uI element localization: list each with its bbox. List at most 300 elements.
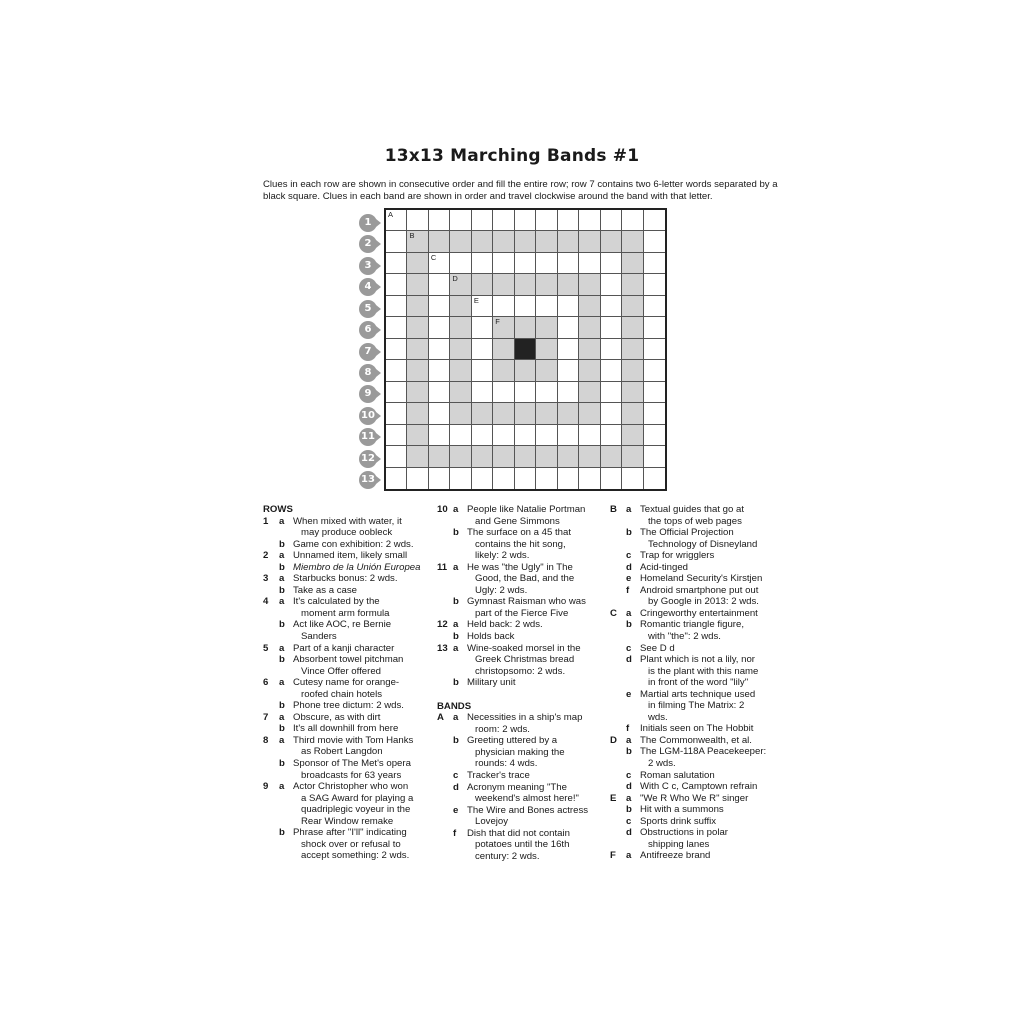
grid-cell[interactable] bbox=[579, 317, 600, 338]
grid-cell[interactable] bbox=[407, 253, 428, 274]
clue-line: Android smartphone put out bbox=[640, 584, 759, 596]
grid-cell[interactable] bbox=[429, 274, 450, 295]
clue-number bbox=[437, 782, 453, 805]
clue-letter: b bbox=[453, 735, 459, 747]
clue-item bbox=[610, 619, 775, 642]
section-heading: ROWS bbox=[263, 504, 293, 515]
grid-cell[interactable] bbox=[429, 210, 450, 231]
grid-cell[interactable] bbox=[579, 360, 600, 381]
grid-cell[interactable] bbox=[622, 425, 643, 446]
clue-item bbox=[263, 550, 423, 562]
clue-item bbox=[263, 654, 423, 677]
grid-cell[interactable] bbox=[450, 339, 471, 360]
grid-cell[interactable] bbox=[622, 382, 643, 403]
grid-cell[interactable] bbox=[407, 360, 428, 381]
grid-cell[interactable] bbox=[601, 231, 622, 252]
grid-cell[interactable] bbox=[450, 468, 471, 489]
grid-cell[interactable] bbox=[450, 253, 471, 274]
clue-letter: a bbox=[453, 712, 459, 724]
grid-cell[interactable] bbox=[601, 382, 622, 403]
clue-letter: b bbox=[279, 723, 285, 735]
grid-cell[interactable] bbox=[622, 317, 643, 338]
clue-item bbox=[610, 504, 775, 527]
grid-cell[interactable] bbox=[493, 360, 514, 381]
grid-cell[interactable] bbox=[386, 360, 407, 381]
clue-item bbox=[610, 781, 775, 793]
clue-letter: a bbox=[279, 711, 285, 723]
grid-cell[interactable] bbox=[579, 425, 600, 446]
clue-number: 7 bbox=[263, 711, 269, 723]
clue-text bbox=[467, 527, 597, 562]
grid-cell[interactable] bbox=[579, 403, 600, 424]
grid-cell[interactable] bbox=[386, 403, 407, 424]
clue-line: Trap for wrigglers bbox=[640, 550, 715, 562]
clue-number bbox=[610, 562, 626, 574]
clue-line: shock over or refusal to bbox=[301, 838, 401, 850]
grid-cell[interactable] bbox=[493, 210, 514, 231]
grid-cell[interactable] bbox=[472, 468, 493, 489]
grid-cell[interactable] bbox=[536, 339, 557, 360]
grid-cell[interactable] bbox=[558, 231, 579, 252]
clue-number bbox=[437, 527, 453, 562]
grid-cell[interactable] bbox=[536, 403, 557, 424]
grid-cell[interactable] bbox=[429, 446, 450, 467]
clue-number bbox=[610, 827, 626, 850]
grid-cell[interactable] bbox=[536, 446, 557, 467]
grid-cell[interactable] bbox=[472, 446, 493, 467]
grid-cell[interactable] bbox=[429, 468, 450, 489]
clue-line: Greek Christmas bread bbox=[475, 654, 575, 666]
band-label-E: E bbox=[473, 295, 479, 305]
grid-cell[interactable] bbox=[450, 317, 471, 338]
clue-text bbox=[640, 527, 775, 550]
grid-cell[interactable] bbox=[472, 425, 493, 446]
clue-line: shipping lanes bbox=[648, 838, 710, 850]
grid-cell[interactable] bbox=[601, 296, 622, 317]
grid-cell[interactable] bbox=[386, 274, 407, 295]
grid-cell[interactable] bbox=[622, 468, 643, 489]
clue-letter: b bbox=[279, 654, 285, 666]
grid-cell[interactable] bbox=[386, 253, 407, 274]
clue-line: moment arm formula bbox=[301, 607, 390, 619]
clue-letter: a bbox=[453, 561, 459, 573]
grid-cell[interactable] bbox=[601, 446, 622, 467]
clue-line: part of the Fierce Five bbox=[475, 607, 569, 619]
clue-item bbox=[437, 735, 597, 770]
clue-letter: b bbox=[279, 538, 285, 550]
grid-cell[interactable] bbox=[386, 296, 407, 317]
clue-item bbox=[437, 782, 597, 805]
clue-line: Antifreeze brand bbox=[640, 850, 711, 862]
grid-cell[interactable] bbox=[515, 210, 536, 231]
grid-cell[interactable] bbox=[515, 425, 536, 446]
clue-text bbox=[640, 793, 775, 805]
clue-text bbox=[293, 758, 423, 781]
row-number-3: 3 bbox=[359, 257, 377, 275]
row-number-2: 2 bbox=[359, 235, 377, 253]
grid-cell[interactable] bbox=[407, 274, 428, 295]
grid-cell[interactable] bbox=[472, 231, 493, 252]
clue-item bbox=[610, 827, 775, 850]
grid-cell[interactable] bbox=[558, 468, 579, 489]
grid-cell[interactable] bbox=[644, 403, 665, 424]
clue-number: 5 bbox=[263, 642, 269, 654]
grid-cell[interactable] bbox=[601, 339, 622, 360]
clue-item bbox=[263, 712, 423, 724]
row-number-12: 12 bbox=[359, 450, 377, 468]
grid-cell[interactable] bbox=[515, 317, 536, 338]
grid-cell[interactable] bbox=[386, 317, 407, 338]
grid-cell[interactable] bbox=[472, 253, 493, 274]
grid-cell[interactable] bbox=[450, 382, 471, 403]
clue-line: quadriplegic voyeur in the bbox=[301, 804, 411, 816]
grid-cell[interactable] bbox=[622, 253, 643, 274]
clue-number: 12 bbox=[437, 619, 448, 631]
clue-text bbox=[640, 643, 775, 655]
clue-item bbox=[610, 723, 775, 735]
black-square[interactable] bbox=[515, 339, 536, 360]
grid-cell[interactable] bbox=[644, 425, 665, 446]
grid-cell[interactable] bbox=[622, 274, 643, 295]
grid-cell[interactable] bbox=[472, 382, 493, 403]
clue-letter: c bbox=[626, 550, 632, 562]
clue-letter: a bbox=[453, 504, 459, 515]
grid-cell[interactable] bbox=[407, 468, 428, 489]
clue-item bbox=[263, 619, 423, 642]
clue-number bbox=[610, 654, 626, 689]
clue-line: Take as a case bbox=[293, 584, 357, 596]
grid-cell[interactable] bbox=[515, 446, 536, 467]
clue-line: Acid-tinged bbox=[640, 561, 688, 573]
grid-cell[interactable] bbox=[622, 403, 643, 424]
grid-cell[interactable] bbox=[493, 446, 514, 467]
clue-item bbox=[610, 746, 775, 769]
grid-cell[interactable] bbox=[579, 210, 600, 231]
grid-cell[interactable] bbox=[450, 425, 471, 446]
clue-text bbox=[293, 781, 423, 827]
grid-cell[interactable] bbox=[429, 382, 450, 403]
grid-cell[interactable] bbox=[450, 296, 471, 317]
grid-cell[interactable] bbox=[429, 339, 450, 360]
grid-cell[interactable] bbox=[579, 231, 600, 252]
clue-number: 2 bbox=[263, 550, 269, 562]
clue-text bbox=[293, 735, 423, 758]
clue-line: and Gene Simmons bbox=[475, 515, 560, 527]
grid-cell[interactable] bbox=[515, 403, 536, 424]
clue-line: It's calculated by the bbox=[293, 596, 380, 608]
grid-cell[interactable] bbox=[558, 210, 579, 231]
grid-cell[interactable] bbox=[429, 317, 450, 338]
grid-cell[interactable] bbox=[579, 446, 600, 467]
clue-line: Roman salutation bbox=[640, 769, 715, 781]
clue-text bbox=[640, 689, 775, 724]
grid-cell[interactable] bbox=[472, 339, 493, 360]
grid-cell[interactable] bbox=[536, 382, 557, 403]
clue-letter: e bbox=[626, 688, 632, 700]
clue-line: potatoes until the 16th bbox=[475, 839, 570, 851]
grid-cell[interactable] bbox=[644, 446, 665, 467]
grid-cell[interactable] bbox=[579, 274, 600, 295]
clue-letter: a bbox=[279, 596, 285, 608]
clue-letter: a bbox=[279, 550, 285, 562]
clue-line: Held back: 2 wds. bbox=[467, 619, 543, 631]
clue-line: With C c, Camptown refrain bbox=[640, 781, 758, 793]
grid-cell[interactable] bbox=[558, 403, 579, 424]
clue-item bbox=[610, 816, 775, 828]
grid-cell[interactable] bbox=[622, 296, 643, 317]
grid-cell[interactable] bbox=[515, 296, 536, 317]
clue-number: C bbox=[610, 607, 617, 619]
clue-number bbox=[263, 700, 279, 712]
grid-cell[interactable] bbox=[407, 382, 428, 403]
grid-cell[interactable] bbox=[407, 296, 428, 317]
grid-cell[interactable] bbox=[558, 382, 579, 403]
clue-number: 10 bbox=[437, 504, 448, 515]
grid-cell[interactable] bbox=[407, 317, 428, 338]
grid-cell[interactable] bbox=[601, 403, 622, 424]
grid-cell[interactable] bbox=[515, 360, 536, 381]
spacer bbox=[437, 689, 597, 701]
grid-cell[interactable] bbox=[601, 360, 622, 381]
clue-line: Cringeworthy entertainment bbox=[640, 607, 758, 619]
clue-text bbox=[467, 677, 597, 689]
clue-number bbox=[610, 723, 626, 735]
grid-cell[interactable] bbox=[515, 253, 536, 274]
clue-line: room: 2 wds. bbox=[475, 723, 530, 735]
grid-cell[interactable] bbox=[386, 425, 407, 446]
grid-cell[interactable] bbox=[429, 403, 450, 424]
clue-number bbox=[437, 770, 453, 782]
clue-letter: a bbox=[626, 850, 632, 862]
clue-text bbox=[293, 619, 423, 642]
grid-cell[interactable] bbox=[644, 296, 665, 317]
grid-cell[interactable] bbox=[407, 339, 428, 360]
grid-cell[interactable] bbox=[558, 253, 579, 274]
grid-cell[interactable] bbox=[622, 446, 643, 467]
grid-cell[interactable] bbox=[515, 274, 536, 295]
grid-cell[interactable] bbox=[644, 339, 665, 360]
instructions: Clues in each row are shown in consecutive order and fill the entire row; row 7 contains two 6-letter words separated by a black square. Clues in each band are shown in order and travel clockwise around the band with that letter. bbox=[263, 179, 778, 202]
clue-number: 9 bbox=[263, 781, 269, 793]
clue-letter: a bbox=[279, 734, 285, 746]
grid-cell[interactable] bbox=[558, 425, 579, 446]
grid-cell[interactable] bbox=[472, 403, 493, 424]
grid-cell[interactable] bbox=[622, 231, 643, 252]
clue-line: Sports drink suffix bbox=[640, 815, 717, 827]
clue-line: Homeland Security's Kirstjen bbox=[640, 573, 763, 585]
grid-cell[interactable] bbox=[515, 468, 536, 489]
band-label-A: A bbox=[388, 210, 394, 219]
grid-cell[interactable] bbox=[450, 360, 471, 381]
grid-cell[interactable] bbox=[450, 210, 471, 231]
grid-cell[interactable] bbox=[407, 231, 428, 252]
clue-number: 4 bbox=[263, 596, 269, 608]
row-number-8: 8 bbox=[359, 364, 377, 382]
band-label-D: D bbox=[452, 274, 458, 284]
clue-line: the tops of web pages bbox=[648, 515, 742, 527]
grid-cell[interactable] bbox=[386, 210, 407, 231]
clue-number bbox=[610, 643, 626, 655]
clue-letter: a bbox=[453, 619, 459, 631]
grid-cell[interactable] bbox=[644, 231, 665, 252]
clue-text bbox=[640, 735, 775, 747]
grid-cell[interactable] bbox=[579, 382, 600, 403]
grid-cell[interactable] bbox=[622, 339, 643, 360]
grid-cell[interactable] bbox=[558, 317, 579, 338]
clue-number: B bbox=[610, 504, 617, 515]
grid-cell[interactable] bbox=[472, 360, 493, 381]
grid-cell[interactable] bbox=[536, 231, 557, 252]
grid-cell[interactable] bbox=[450, 403, 471, 424]
clue-line: Game con exhibition: 2 wds. bbox=[293, 538, 414, 550]
clue-text bbox=[467, 643, 597, 678]
grid-cell[interactable] bbox=[579, 468, 600, 489]
clue-number: 1 bbox=[263, 515, 269, 527]
clue-text bbox=[293, 700, 423, 712]
grid-cell[interactable] bbox=[644, 274, 665, 295]
clue-column-1 bbox=[263, 504, 423, 862]
grid-cell[interactable] bbox=[536, 425, 557, 446]
grid-cell[interactable] bbox=[644, 382, 665, 403]
grid-cell[interactable] bbox=[558, 339, 579, 360]
clue-line: Absorbent towel pitchman bbox=[293, 654, 404, 666]
grid-cell[interactable] bbox=[579, 339, 600, 360]
clue-text bbox=[640, 746, 775, 769]
grid-cell[interactable] bbox=[644, 360, 665, 381]
grid-cell[interactable] bbox=[493, 296, 514, 317]
grid-cell[interactable] bbox=[493, 468, 514, 489]
clue-letter: d bbox=[626, 654, 632, 666]
grid-cell[interactable] bbox=[407, 210, 428, 231]
clue-line: wds. bbox=[648, 711, 668, 723]
grid-cell[interactable] bbox=[450, 274, 471, 295]
grid-cell[interactable] bbox=[536, 210, 557, 231]
clue-letter: b bbox=[453, 677, 459, 689]
grid-cell[interactable] bbox=[493, 253, 514, 274]
grid-cell[interactable] bbox=[536, 274, 557, 295]
grid-cell[interactable] bbox=[386, 339, 407, 360]
clue-line: Tracker's trace bbox=[467, 770, 530, 782]
grid-cell[interactable] bbox=[472, 296, 493, 317]
grid-cell[interactable] bbox=[536, 468, 557, 489]
grid-cell[interactable] bbox=[429, 253, 450, 274]
clue-item bbox=[263, 781, 423, 827]
grid-cell[interactable] bbox=[493, 382, 514, 403]
grid-cell[interactable] bbox=[644, 253, 665, 274]
grid-cell[interactable] bbox=[601, 274, 622, 295]
grid-cell[interactable] bbox=[429, 360, 450, 381]
clue-number bbox=[610, 573, 626, 585]
grid-cell[interactable] bbox=[601, 425, 622, 446]
clue-line: People like Natalie Portman bbox=[467, 504, 586, 515]
grid-cell[interactable] bbox=[493, 231, 514, 252]
grid-cell[interactable] bbox=[515, 382, 536, 403]
clue-number bbox=[437, 735, 453, 770]
grid-cell[interactable] bbox=[493, 339, 514, 360]
grid-cell[interactable] bbox=[558, 274, 579, 295]
grid-cell[interactable] bbox=[450, 231, 471, 252]
clue-number bbox=[610, 746, 626, 769]
clue-item bbox=[610, 608, 775, 620]
grid-cell[interactable] bbox=[601, 253, 622, 274]
grid-cell[interactable] bbox=[493, 425, 514, 446]
clue-letter: a bbox=[279, 781, 285, 793]
grid-cell[interactable] bbox=[386, 446, 407, 467]
grid-cell[interactable] bbox=[493, 317, 514, 338]
clue-line: accept something: 2 wds. bbox=[301, 850, 410, 862]
grid-cell[interactable] bbox=[622, 210, 643, 231]
grid-cell[interactable] bbox=[601, 468, 622, 489]
grid-cell[interactable] bbox=[472, 274, 493, 295]
clue-item bbox=[263, 735, 423, 758]
grid-cell[interactable] bbox=[429, 425, 450, 446]
grid-cell[interactable] bbox=[536, 253, 557, 274]
clue-item bbox=[437, 631, 597, 643]
grid-cell[interactable] bbox=[407, 425, 428, 446]
grid-cell[interactable] bbox=[601, 317, 622, 338]
clue-letter: a bbox=[279, 642, 285, 654]
grid-cell[interactable] bbox=[558, 446, 579, 467]
clue-column-3 bbox=[610, 504, 775, 862]
grid-cell[interactable] bbox=[536, 296, 557, 317]
clue-line: rounds: 4 wds. bbox=[475, 758, 538, 770]
clue-line: century: 2 wds. bbox=[475, 850, 540, 862]
grid-cell[interactable] bbox=[407, 446, 428, 467]
clue-number bbox=[610, 781, 626, 793]
grid-cell[interactable] bbox=[472, 210, 493, 231]
clue-line: likely: 2 wds. bbox=[475, 550, 530, 562]
clue-line: Martial arts technique used bbox=[640, 688, 756, 700]
grid-cell[interactable] bbox=[536, 360, 557, 381]
clue-line: Hit with a summons bbox=[640, 804, 724, 816]
clue-number bbox=[610, 527, 626, 550]
clue-letter: a bbox=[279, 515, 285, 527]
grid-cell[interactable] bbox=[601, 210, 622, 231]
clue-item bbox=[437, 596, 597, 619]
clue-text bbox=[467, 619, 597, 631]
grid-cell[interactable] bbox=[515, 231, 536, 252]
grid-cell[interactable] bbox=[407, 403, 428, 424]
grid-cell[interactable] bbox=[493, 403, 514, 424]
clue-number bbox=[610, 816, 626, 828]
grid-cell[interactable] bbox=[386, 231, 407, 252]
grid-cell[interactable] bbox=[429, 231, 450, 252]
grid-cell[interactable] bbox=[450, 446, 471, 467]
grid-cell[interactable] bbox=[472, 317, 493, 338]
clue-letter: d bbox=[453, 781, 459, 793]
grid-cell[interactable] bbox=[386, 468, 407, 489]
clue-line: Unnamed item, likely small bbox=[293, 550, 408, 562]
grid-cell[interactable] bbox=[558, 360, 579, 381]
grid-cell[interactable] bbox=[644, 210, 665, 231]
grid-cell[interactable] bbox=[644, 317, 665, 338]
clue-number bbox=[263, 585, 279, 597]
grid-cell[interactable] bbox=[536, 317, 557, 338]
grid-cells bbox=[386, 210, 665, 489]
grid-cell[interactable] bbox=[579, 296, 600, 317]
grid-cell[interactable] bbox=[429, 296, 450, 317]
grid-cell[interactable] bbox=[386, 382, 407, 403]
clue-letter: b bbox=[453, 596, 459, 608]
row-number-1: 1 bbox=[359, 214, 377, 232]
clue-letter: b bbox=[626, 804, 632, 816]
grid-cell[interactable] bbox=[579, 253, 600, 274]
grid-cell[interactable] bbox=[493, 274, 514, 295]
grid-cell[interactable] bbox=[644, 468, 665, 489]
grid-cell[interactable] bbox=[622, 360, 643, 381]
grid-cell[interactable] bbox=[558, 296, 579, 317]
clue-line: christopsomo: 2 wds. bbox=[475, 665, 566, 677]
